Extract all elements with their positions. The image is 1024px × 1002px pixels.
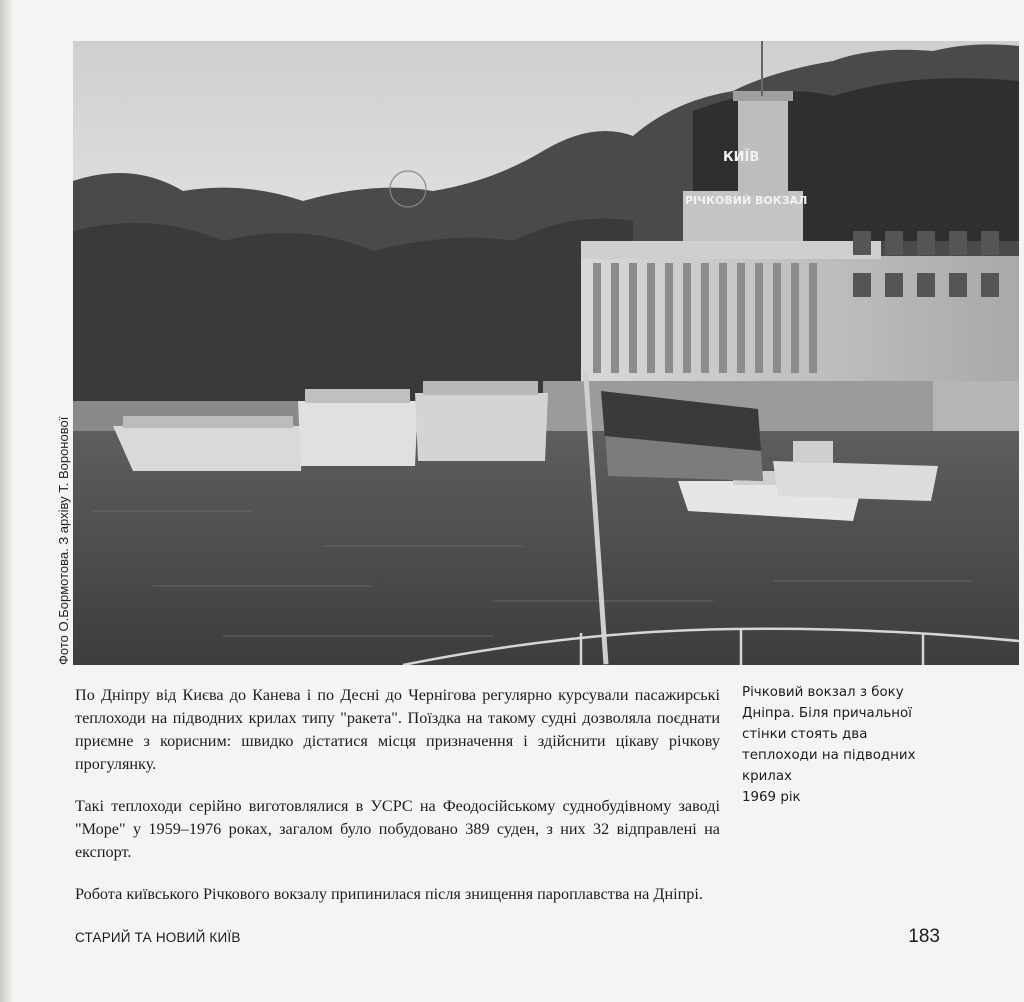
building-sign-top: КИЇВ: [723, 150, 760, 165]
caption-year: 1969 рік: [742, 790, 801, 805]
page-number: 183: [908, 926, 940, 947]
river-station-photo: [73, 41, 1019, 665]
building-sign: РІЧКОВИЙ ВОКЗАЛ: [685, 194, 808, 207]
article-paragraph-2: Такі теплоходи серійно виготовлялися в УСРС на Феодосійському суднобудівному заводі "Море" у 1959–1976 роках, загалом було побудовано 389 суден, з них 32 відправлені на експорт.: [75, 797, 720, 861]
article-body: [75, 684, 720, 925]
article-paragraph-3: Робота київського Річкового вокзалу припинилася після знищення пароплавства на Дніпрі.: [75, 885, 703, 903]
running-footer-title: СТАРИЙ ТА НОВИЙ КИЇВ: [75, 930, 241, 945]
article-paragraph-1: По Дніпру від Києва до Канева і по Десні до Чернігова регулярно курсували пасажирські теплоходи на підводних крилах типу "ракета". Поїздка на такому судні дозволяла поєднати приємне з корисним: швидко дістатися місця призначення і здійснити цікаву річкову прогулянку.: [75, 686, 720, 773]
caption-text: Річковий вокзал з боку Дніпра. Біля причальної стінки стоять два теплоходи на підводних крилах: [742, 685, 916, 784]
page-edge: [0, 0, 12, 1002]
photo-credit: Фото О.Бормотова. З архіву Т. Воронової: [56, 416, 71, 665]
photo-caption: [742, 682, 942, 808]
